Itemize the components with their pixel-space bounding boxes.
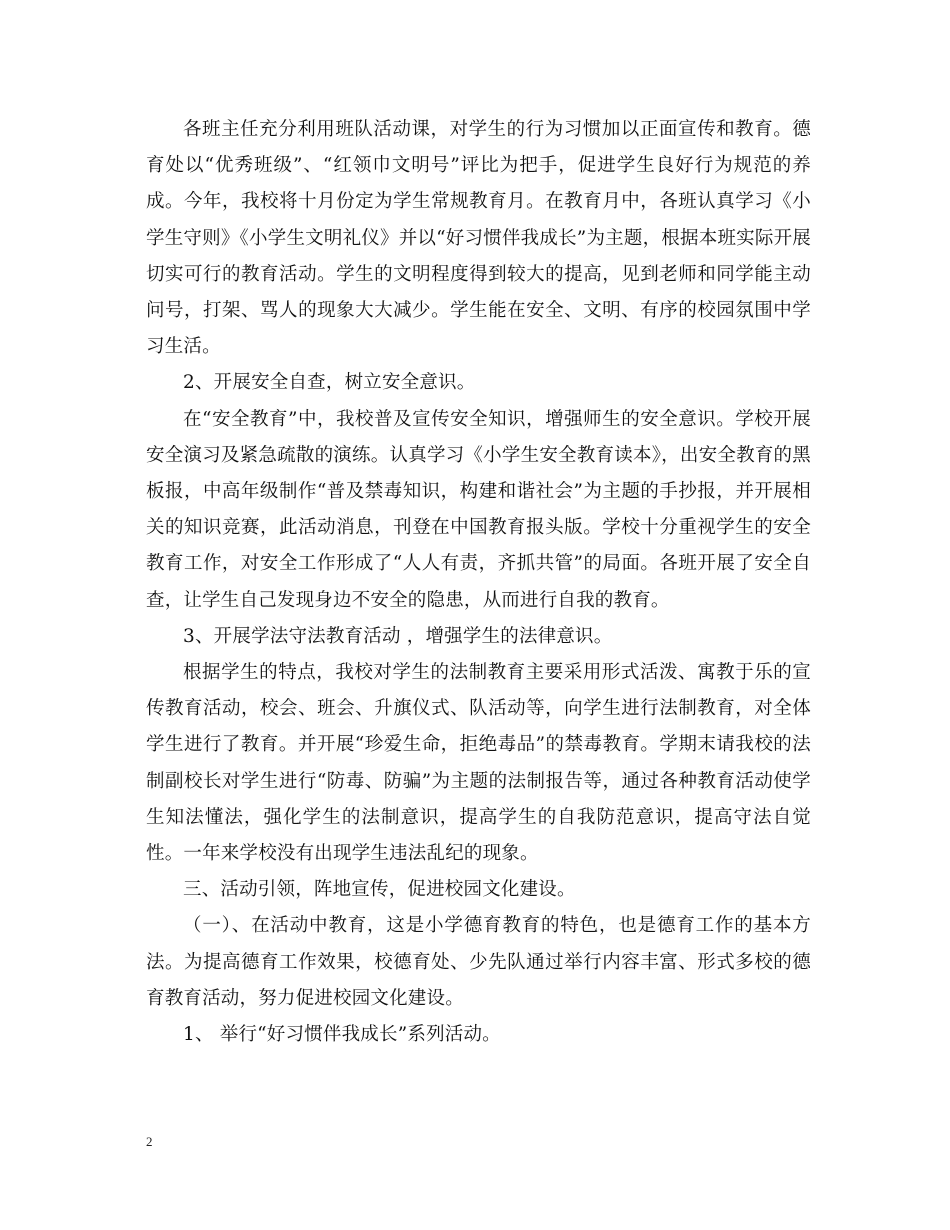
document-body <box>146 112 811 1053</box>
paragraph-conduct-education: 各班主任充分利用班队活动课，对学生的行为习惯加以正面宣传和教育。德育处以“优秀班级”、“红领巾文明号”评比为把手，促进学生良好行为规范的养成。今年，我校将十月份定为学生常规教育月。在教育月中，各班认真学习《小学生守则》《小学生文明礼仪》并以“好习惯伴我成长”为主题，根据本班实际开展切实可行的教育活动。学生的文明程度得到较大的提高，见到老师和同学能主动问号，打架、骂人的现象大大减少。学生能在安全、文明、有序的校园氛围中学习生活。 <box>146 119 811 358</box>
page-number: 2 <box>146 1134 153 1149</box>
heading-section-three: 三、活动引领，阵地宣传，促进校园文化建设。 <box>183 879 576 901</box>
paragraph-activity-education: （一）、在活动中教育，这是小学德育教育的特色，也是德育工作的基本方法。为提高德育工作效果，校德育处、少先队通过举行内容丰富、形式多校的德育教育活动，努力促进校园文化建设。 <box>146 915 811 1009</box>
paragraph-safety-education: 在“安全教育”中，我校普及宣传安全知识，增强师生的安全意识。学校开展安全演习及紧急疏散的演练。认真学习《小学生安全教育读本》，出安全教育的黑板报，中高年级制作“普及禁毒知识，构建和谐社会”为主题的手抄报，并开展相关的知识竞赛，此活动消息，刊登在中国教育报头版。学校十分重视学生的安全教育工作，对安全工作形成了“人人有责，齐抓共管”的局面。各班开展了安全自查，让学生自己发现身边不安全的隐患，从而进行自我的教育。 <box>146 408 811 611</box>
heading-good-habits-activity: 1、 举行“好习惯伴我成长”系列活动。 <box>183 1024 501 1046</box>
heading-safety-self-check: 2、开展安全自查，树立安全意识。 <box>183 372 476 394</box>
paragraph-law-education: 根据学生的特点，我校对学生的法制教育主要采用形式活泼、寓教于乐的宣传教育活动，校会、班会、升旗仪式、队活动等，向学生进行法制教育，对全体学生进行了教育。并开展“珍爱生命，拒绝毒品”的禁毒教育。学期末请我校的法制副校长对学生进行“防毒、防骗”为主题的法制报告等，通过各种教育活动使学生知法懂法，强化学生的法制意识，提高学生的自我防范意识，提高守法自觉性。一年来学校没有出现学生违法乱纪的现象。 <box>146 662 811 865</box>
heading-law-education: 3、开展学法守法教育活动 ，增强学生的法律意识。 <box>183 625 613 647</box>
